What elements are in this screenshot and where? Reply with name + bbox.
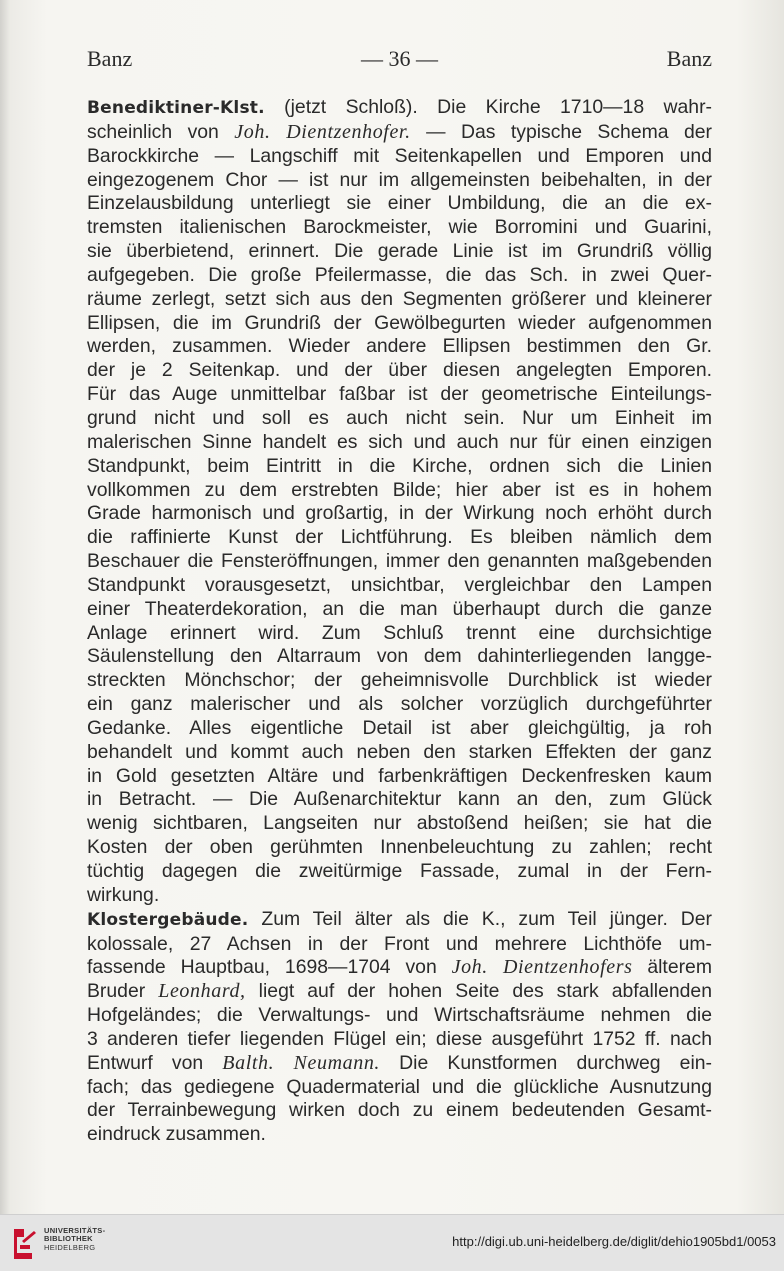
text-span: scheinlich von — [87, 120, 235, 143]
text-span: wirkung. — [87, 883, 160, 906]
text-line — [87, 908, 712, 933]
text-line — [87, 645, 712, 669]
section-heading: Benediktiner-Klst. — [87, 98, 265, 118]
text-line — [87, 812, 712, 836]
text-span: räume zerlegt, setzt sich aus den Segmenten größerer und kleinerer — [87, 287, 712, 310]
text-line — [87, 765, 712, 789]
text-line — [87, 669, 712, 693]
text-line — [87, 933, 712, 957]
text-span: Bruder — [87, 980, 159, 1003]
text-line — [87, 455, 712, 479]
text-span: ein ganz malerischer und als solcher vorzüglich durchgeführter — [87, 693, 712, 716]
text-span: Barockkirche — Langschiff mit Seitenkapellen und Emporen und — [87, 144, 712, 167]
text-span: malerischen Sinne handelt es sich und auch nur für einen einzigen — [87, 430, 712, 453]
text-span: Standpunkt vorausgesetzt, unsichtbar, vergleichbar den Lampen — [87, 573, 712, 596]
logo-line-2: BIBLIOTHEK — [44, 1234, 93, 1244]
text-span: grund nicht und soll es auch nicht sein. Nur um Einheit im — [87, 406, 712, 429]
italic-name: Leonhard, — [158, 980, 246, 1003]
page-number: — 36 — — [361, 46, 438, 71]
text-span: 3 anderen tiefer liegenden Flügel ein; diese ausgeführt 1752 ff. nach — [87, 1027, 712, 1050]
text-line — [87, 192, 712, 216]
text-line — [87, 359, 712, 383]
text-line — [87, 741, 712, 765]
header-left: Banz — [87, 46, 133, 71]
header-right: Banz — [666, 46, 712, 71]
logo-line-1: UNIVERSITÄTS- — [44, 1226, 106, 1235]
text-line — [87, 96, 712, 121]
text-line — [87, 121, 712, 145]
text-span: tüchtig dagegen die zweitürmige Fassade, zumal in der Fern- — [87, 860, 712, 882]
text-span: der je 2 Seitenkap. und der über diesen angelegten Emporen. — [87, 359, 712, 382]
text-span: Gedanke. Alles eigentliche Detail ist aber gleichgültig, ja roh — [87, 716, 712, 739]
footer-bar — [0, 1214, 784, 1271]
logo-line-3: HEIDELBERG — [44, 1242, 96, 1252]
text-line — [87, 145, 712, 169]
text-span: eingezogenem Chor — ist nur im allgemeinsten beibehalten, in der — [87, 168, 712, 191]
text-span: tremsten italienischen Barockmeister, wie Borromini und Guarini, — [87, 216, 712, 239]
text-span: — Das typische Schema der — [410, 120, 713, 143]
text-span: Grade harmonisch und großartig, in der Wirkung noch erhöht durch — [87, 502, 712, 525]
text-line — [87, 264, 712, 288]
text-line — [87, 1123, 712, 1147]
body-text — [87, 96, 712, 1147]
text-line — [87, 312, 712, 336]
text-span: einer Theaterdekoration, an die man überhaupt durch die ganze — [87, 597, 712, 620]
text-span: Hofgeländes; die Verwaltungs- und Wirtschaftsräume nehmen die — [87, 1004, 712, 1027]
text-line — [87, 1076, 712, 1100]
text-span: Einzelausbildung unterliegt sie einer Umbildung, die an die ex- — [87, 192, 712, 215]
text-span: sie überbietend, erinnert. Die gerade Linie ist im Grundriß völlig — [87, 240, 712, 263]
text-span: Standpunkt, beim Eintritt in die Kirche, ordnen sich die Linien — [87, 454, 712, 477]
text-line — [87, 956, 712, 980]
text-line — [87, 550, 712, 574]
text-span: Entwurf von — [87, 1051, 223, 1074]
text-span: Zum Teil älter als die K., zum Teil jünger. Der — [248, 907, 712, 930]
text-line — [87, 836, 712, 860]
text-line — [87, 717, 712, 741]
text-line — [87, 1099, 712, 1123]
text-line — [87, 574, 712, 598]
italic-name: Joh. Dientzenhofer. — [234, 120, 411, 143]
text-span: behandelt und kommt auch neben den starken Effekten der ganz — [87, 740, 712, 763]
text-line — [87, 980, 712, 1004]
running-header — [87, 46, 712, 78]
text-line — [87, 788, 712, 812]
text-span: wenig sichtbaren, Langseiten nur abstoßend heißen; sie hat die — [87, 812, 712, 835]
text-span: Anlage erinnert wird. Zum Schluß trennt eine durchsichtige — [87, 621, 712, 644]
text-line — [87, 622, 712, 646]
text-span: Kosten der oben gerühmten Innenbeleuchtung zu zahlen; recht — [87, 836, 712, 859]
text-line — [87, 479, 712, 503]
text-line — [87, 502, 712, 526]
text-line — [87, 860, 712, 884]
text-line — [87, 526, 712, 550]
text-span: streckten Mönchschor; der geheimnisvolle Durchblick ist wieder — [87, 669, 712, 692]
text-line — [87, 1028, 712, 1052]
text-line — [87, 1004, 712, 1028]
text-span: der Terrainbewegung wirken doch zu einem bedeutenden Gesamt- — [87, 1099, 712, 1122]
text-span: liegt auf der hohen Seite des stark abfallenden — [245, 980, 712, 1003]
text-span: fach; das gediegene Quadermaterial und die glückliche Ausnutzung — [87, 1075, 712, 1098]
text-span: vollkommen zu dem erstrebten Bilde; hier aber ist es in hohem — [87, 478, 712, 501]
text-line — [87, 288, 712, 312]
text-span: die raffinierte Kunst der Lichtführung. Es bleiben nämlich dem — [87, 526, 712, 549]
text-span: in Betracht. — Die Außenarchitektur kann an den, zum Glück — [87, 788, 712, 811]
text-line — [87, 407, 712, 431]
text-line — [87, 693, 712, 717]
text-span: fassende Hauptbau, 1698—1704 von — [87, 956, 452, 979]
text-line — [87, 240, 712, 264]
text-line — [87, 1052, 712, 1076]
ub-heidelberg-logo-icon[interactable] — [10, 1223, 38, 1263]
text-line — [87, 216, 712, 240]
text-line — [87, 335, 712, 359]
text-span: kolossale, 27 Achsen in der Front und mehrere Lichthöfe um- — [87, 932, 712, 955]
text-line — [87, 598, 712, 622]
text-line — [87, 383, 712, 407]
text-span: in Gold gesetzten Altäre und farbenkräftigen Deckenfresken kaum — [87, 764, 712, 787]
text-span: Säulenstellung den Altarraum von dem dahinterliegenden langge- — [87, 645, 712, 668]
permalink-url[interactable]: http://digi.ub.uni-heidelberg.de/diglit/dehio1905bd1/0053 — [452, 1234, 776, 1249]
library-logo-text[interactable] — [44, 1227, 105, 1252]
text-span: älterem — [632, 956, 712, 979]
text-span: Beschauer die Fensteröffnungen, immer den genannten maßgebenden — [87, 550, 712, 573]
text-line — [87, 884, 712, 908]
text-line — [87, 169, 712, 193]
text-span: werden, zusammen. Wieder andere Ellipsen bestimmen den Gr. — [87, 335, 712, 358]
text-span: Die Kunstformen durchweg ein- — [380, 1051, 713, 1074]
text-span: aufgegeben. Die große Pfeilermasse, die das Sch. in zwei Quer- — [87, 263, 712, 286]
text-span: eindruck zusammen. — [87, 1123, 266, 1146]
text-span: Für das Auge unmittelbar faßbar ist der geometrische Einteilungs- — [87, 383, 712, 406]
section-heading: Klostergebäude. — [87, 909, 249, 930]
text-span: (jetzt Schloß). Die Kirche 1710—18 wahr- — [264, 96, 712, 118]
text-span: Ellipsen, die im Grundriß der Gewölbegurten wieder aufgenommen — [87, 311, 712, 334]
text-line — [87, 431, 712, 455]
italic-name: Joh. Dientzenhofers — [451, 956, 633, 979]
italic-name: Balth. Neumann. — [222, 1051, 381, 1074]
